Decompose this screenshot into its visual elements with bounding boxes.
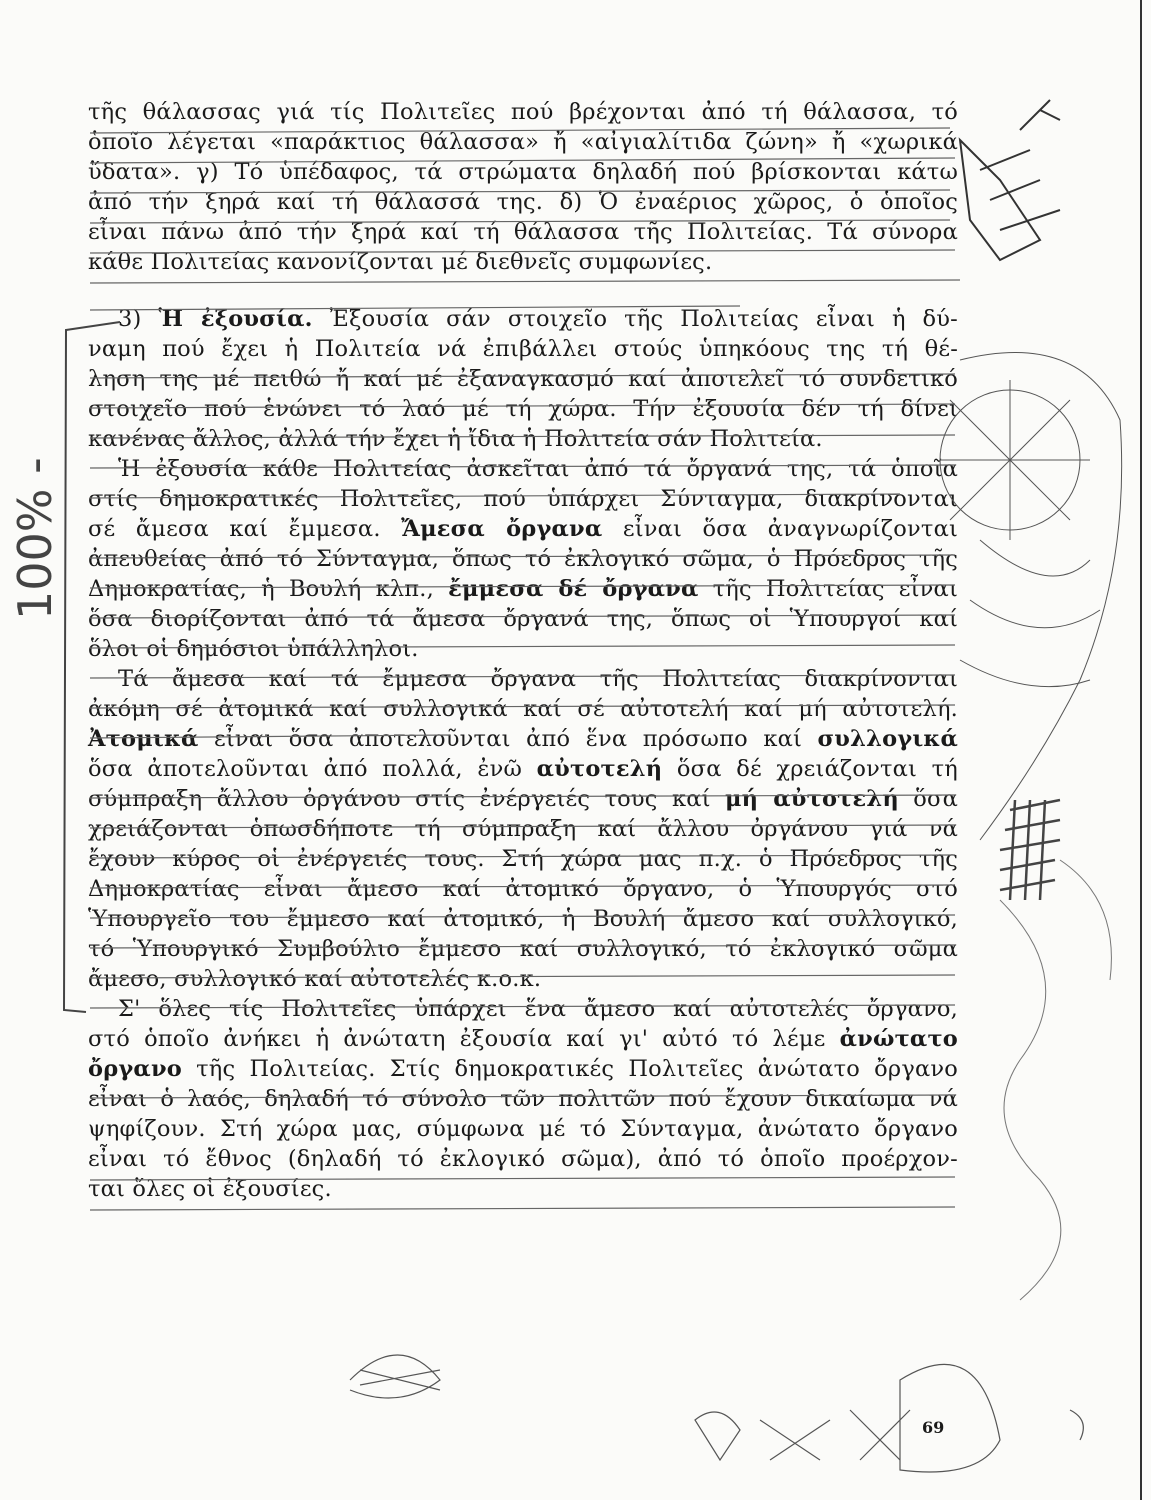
text-line (88, 1084, 958, 1114)
text-segment: ὅσα διορίζονται ἀπό τά ἄμεσα ὄργανά της, ὅπως οἱ Ὑπουργοί καί (88, 606, 958, 632)
text-line (88, 694, 958, 724)
text-segment: τῆς Πολιτείας εἶναι (698, 576, 958, 602)
bold-term: ἀνώτατο (839, 1026, 958, 1052)
text-line (118, 994, 958, 1024)
text-segment: Σ' ὅλες τίς Πολιτεῖες ὑπάρχει ἕνα ἄμεσο καί αὐτοτελές ὄργανο, (118, 996, 958, 1022)
text-line (88, 1024, 958, 1054)
text-line (88, 574, 958, 604)
text-segment: κανένας ἄλλος, ἀλλά τήν ἔχει ἡ ἴδια ἡ Πολιτεία σάν Πολιτεία. (88, 426, 823, 452)
text-line (118, 304, 958, 334)
text-segment: ἀκόμη σέ ἀτομικά καί συλλογικά καί σέ αὐτοτελή καί μή αὐτοτελή. (88, 696, 958, 722)
text-segment: εἶναι ὅσα ἀναγνωρίζονται (602, 516, 958, 542)
text-segment: ὁποῖο λέγεται «παράκτιος θάλασσα» ἤ «αἰγιαλίτιδα ζώνη» ἤ «χωρικά (88, 129, 958, 155)
text-segment: ναμη πού ἔχει ἡ Πολιτεία νά ἐπιβάλλει στούς ὑπηκόους της τή θέ- (88, 336, 958, 362)
text-line (88, 1114, 958, 1144)
doodle-wing (940, 353, 1122, 841)
text-segment: στοιχεῖο πού ἑνώνει τό λαό μέ τή χώρα. Τήν ἐξουσία δέν τή δίνει (88, 396, 958, 422)
text-segment: ὕδατα». γ) Τό ὑπέδαφος, τά στρώματα δηλαδή πού βρίσκονται κάτω (88, 159, 958, 185)
handwritten-margin-note: 100% - (8, 457, 62, 620)
text-line (88, 874, 958, 904)
text-line (88, 217, 958, 247)
page-edge-line (1140, 0, 1142, 1500)
text-line (88, 424, 958, 454)
text-line (88, 1174, 958, 1204)
text-line (88, 514, 958, 544)
text-segment: ληση της μέ πειθώ ἤ καί μέ ἐξαναγκασμό καί ἀποτελεῖ τό συνδετικό (88, 366, 958, 392)
text-line (88, 364, 958, 394)
text-line (88, 724, 958, 754)
text-segment: 3) (118, 306, 159, 332)
text-line (88, 754, 958, 784)
text-segment: εἶναι ὅσα ἀποτελοῦνται ἀπό ἕνα πρόσωπο καί (198, 726, 818, 752)
text-segment: ψηφίζουν. Στή χώρα μας, σύμφωνα μέ τό Σύνταγμα, ἀνώτατο ὄργανο (88, 1116, 958, 1142)
text-segment: κάθε Πολιτείας κανονίζονται μέ διεθνεῖς συμφωνίες. (88, 249, 713, 275)
text-segment: ὅσα δέ χρειάζονται τή (662, 756, 958, 782)
text-segment: Ὑπουργεῖο του ἔμμεσο καί ἀτομικό, ἡ Βουλή ἄμεσο καί συλλογικό, (88, 906, 958, 932)
bold-term: ὄργανο (88, 1056, 182, 1082)
text-line (88, 97, 958, 127)
text-line (88, 634, 958, 664)
text-segment: στό ὁποῖο ἀνήκει ἡ ἀνώτατη ἐξουσία καί γι' αὐτό τό λέμε (88, 1026, 840, 1052)
text-segment: Ἡ ἐξουσία κάθε Πολιτείας ἀσκεῖται ἀπό τά ὄργανά της, τά ὁποῖα (118, 456, 958, 482)
text-segment: εἶναι πάνω ἀπό τήν ξηρά καί τή θάλασσα τῆς Πολιτείας. Τά σύνορα (88, 219, 958, 245)
text-segment: ὅλοι οἱ δημόσιοι ὑπάλληλοι. (88, 636, 419, 662)
text-segment: σύμπραξη ἄλλου ὀργάνου στίς ἐνέργειές τους καί (88, 786, 725, 812)
text-line (88, 1054, 958, 1084)
page-number: 69 (922, 1418, 945, 1437)
text-segment: ἀπό τήν ξηρά καί τή θάλασσά της. δ) Ὁ ἐναέριος χῶρος, ὁ ὁποῖος (88, 189, 958, 215)
text-line (88, 904, 958, 934)
text-segment: ὅσα ἀποτελοῦνται ἀπό πολλά, ἐνῶ (88, 756, 537, 782)
text-line (88, 247, 958, 277)
text-segment: στίς δημοκρατικές Πολιτεῖες, πού ὑπάρχει Σύνταγμα, διακρίνονται (88, 486, 958, 512)
text-line (88, 187, 958, 217)
bold-term: αὐτοτελή (536, 756, 663, 782)
text-segment: χρειάζονται ὁπωσδήποτε τή σύμπραξη καί ἄλλου ὀργάνου γιά νά (88, 816, 958, 842)
text-line (88, 964, 958, 994)
bold-term: μή αὐτοτελή (725, 786, 899, 812)
text-segment: τῆς θάλασσας γιά τίς Πολιτεῖες πού βρέχονται ἀπό τή θάλασσα, τό (88, 99, 958, 125)
text-line (88, 157, 958, 187)
text-segment: ἄμεσο, συλλογικό καί αὐτοτελές κ.ο.κ. (88, 966, 542, 992)
bold-term: Ἡ ἐξουσία. (158, 306, 313, 332)
text-line (88, 784, 958, 814)
text-segment: Δημοκρατίας εἶναι ἄμεσο καί ἀτομικό ὄργανο, ὁ Ὑπουργός στό (88, 876, 958, 902)
text-segment: τό Ὑπουργικό Συμβούλιο ἔμμεσο καί συλλογικό, τό ἐκλογικό σῶμα (88, 936, 958, 962)
text-segment: εἶναι τό ἔθνος (δηλαδή τό ἐκλογικό σῶμα), ἀπό τό ὁποῖο προέρχον- (88, 1146, 958, 1172)
text-segment: ται ὅλες οἱ ἐξουσίες. (88, 1176, 332, 1202)
text-segment: Ἐξουσία σάν στοιχεῖο τῆς Πολιτείας εἶναι ἡ δύ- (312, 306, 958, 332)
text-line (88, 394, 958, 424)
text-segment: ἔχουν κύρος οἱ ἐνέργειές τους. Στή χώρα μας π.χ. ὁ Πρόεδρος τῆς (88, 846, 958, 872)
text-line (88, 814, 958, 844)
doodle-figure (960, 100, 1060, 260)
text-segment: Δημοκρατίας, ἡ Βουλή κλπ., (88, 576, 449, 602)
text-line (88, 1144, 958, 1174)
doodle-grid (1000, 800, 1060, 900)
text-line (88, 844, 958, 874)
text-line (118, 664, 958, 694)
text-line (88, 334, 958, 364)
text-segment: εἶναι ὁ λαός, δηλαδή τό σύνολο τῶν πολιτῶν πού ἔχουν δικαίωμα νά (88, 1086, 958, 1112)
text-line (88, 127, 958, 157)
bold-term: ἔμμεσα δέ ὄργανα (448, 576, 699, 602)
text-segment: σέ ἄμεσα καί ἔμμεσα. (88, 516, 402, 542)
text-segment: ὅσα (898, 786, 958, 812)
bold-term: Ἀτομικά (88, 726, 199, 752)
text-line (88, 934, 958, 964)
text-segment: ἀπευθείας ἀπό τό Σύνταγμα, ὅπως τό ἐκλογικό σῶμα, ὁ Πρόεδρος τῆς (88, 546, 958, 572)
doodle-bottom (350, 1355, 1083, 1472)
text-line (88, 544, 958, 574)
text-line (118, 454, 958, 484)
bold-term: συλλογικά (817, 726, 958, 752)
text-line (88, 604, 958, 634)
text-line (88, 484, 958, 514)
doodle-scribble-right (1000, 860, 1111, 1300)
bold-term: Ἄμεσα ὄργανα (401, 516, 603, 542)
text-segment: Τά ἄμεσα καί τά ἔμμεσα ὄργανα τῆς Πολιτείας διακρίνονται (118, 666, 958, 692)
text-segment: τῆς Πολιτείας. Στίς δημοκρατικές Πολιτεῖες ἀνώτατο ὄργανο (181, 1056, 958, 1082)
